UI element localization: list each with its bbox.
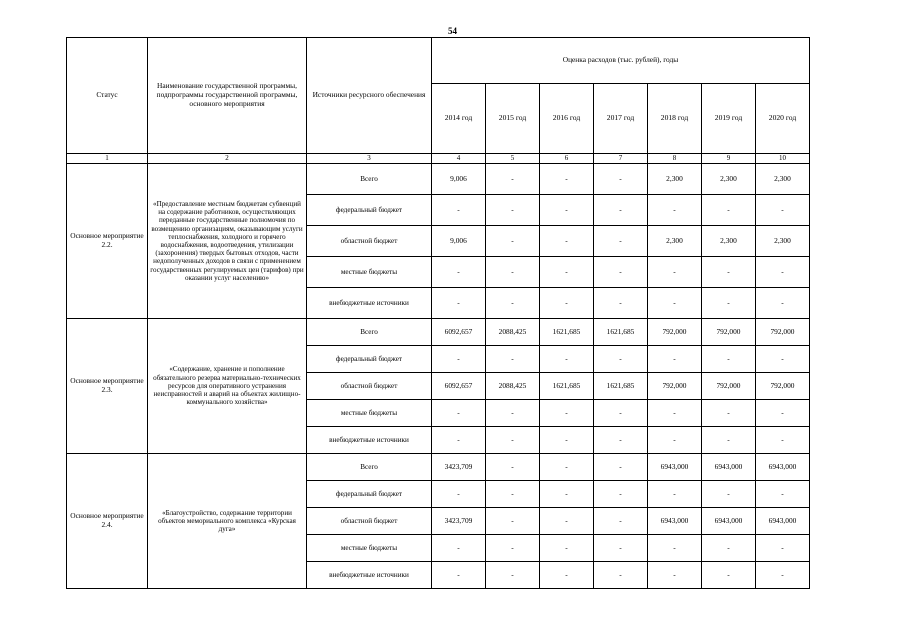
value-cell: - (486, 427, 540, 454)
table-row (67, 164, 810, 195)
value-cell: - (540, 288, 594, 319)
value-cell: - (486, 481, 540, 508)
value-cell: - (540, 164, 594, 195)
value-cell: - (648, 562, 702, 589)
value-cell: 6943,000 (702, 454, 756, 481)
budget-table (66, 37, 810, 589)
value-cell: 2,300 (648, 226, 702, 257)
value-cell: 2,300 (702, 226, 756, 257)
value-cell: - (540, 535, 594, 562)
source-cell: федеральный бюджет (307, 195, 432, 226)
column-number: 5 (486, 154, 540, 164)
source-cell: федеральный бюджет (307, 481, 432, 508)
value-cell: - (540, 195, 594, 226)
value-cell: - (540, 346, 594, 373)
value-cell: - (432, 257, 486, 288)
measure-name-cell: «Содержание, хранение и пополнение обязательного резерва материально-технических ресурсов для оперативного устранения неисправностей и аварий на объектах жилищно-коммунального хозяйства» (148, 319, 307, 454)
column-number: 7 (594, 154, 648, 164)
column-number: 8 (648, 154, 702, 164)
status-cell: Основное мероприятие 2.2. (67, 164, 148, 319)
value-cell: 9,006 (432, 164, 486, 195)
header-year: 2017 год (594, 84, 648, 154)
value-cell: - (594, 454, 648, 481)
value-cell: - (702, 562, 756, 589)
source-cell: федеральный бюджет (307, 346, 432, 373)
source-cell: Всего (307, 454, 432, 481)
value-cell: 2,300 (756, 164, 810, 195)
table-row (67, 454, 810, 481)
value-cell: - (432, 288, 486, 319)
value-cell: - (486, 535, 540, 562)
value-cell: - (540, 226, 594, 257)
value-cell: - (594, 257, 648, 288)
value-cell: - (594, 481, 648, 508)
column-number: 2 (148, 154, 307, 164)
value-cell: - (432, 562, 486, 589)
value-cell: 1621,685 (594, 373, 648, 400)
value-cell: - (486, 195, 540, 226)
header-sources: Источники ресурсного обеспечения (307, 38, 432, 154)
source-cell: местные бюджеты (307, 257, 432, 288)
page-number: 54 (448, 26, 457, 36)
column-number: 4 (432, 154, 486, 164)
header-expenses: Оценка расходов (тыс. рублей), годы (432, 38, 810, 84)
value-cell: - (540, 257, 594, 288)
value-cell: - (432, 346, 486, 373)
status-cell: Основное мероприятие 2.3. (67, 319, 148, 454)
source-cell: Всего (307, 319, 432, 346)
value-cell: - (486, 288, 540, 319)
value-cell: 792,000 (648, 319, 702, 346)
value-cell: - (540, 427, 594, 454)
value-cell: - (594, 164, 648, 195)
value-cell: - (756, 535, 810, 562)
source-cell: местные бюджеты (307, 535, 432, 562)
value-cell: - (702, 535, 756, 562)
header-year: 2015 год (486, 84, 540, 154)
value-cell: - (648, 481, 702, 508)
value-cell: 792,000 (648, 373, 702, 400)
header-year: 2018 год (648, 84, 702, 154)
value-cell: 2088,425 (486, 319, 540, 346)
value-cell: 1621,685 (594, 319, 648, 346)
value-cell: - (594, 562, 648, 589)
value-cell: - (702, 257, 756, 288)
value-cell: - (486, 346, 540, 373)
value-cell: - (756, 195, 810, 226)
value-cell: - (756, 288, 810, 319)
value-cell: 2,300 (756, 226, 810, 257)
header-year: 2019 год (702, 84, 756, 154)
value-cell: - (756, 427, 810, 454)
value-cell: - (486, 164, 540, 195)
value-cell: - (756, 257, 810, 288)
value-cell: - (648, 346, 702, 373)
source-cell: Всего (307, 164, 432, 195)
value-cell: - (594, 226, 648, 257)
value-cell: - (648, 400, 702, 427)
value-cell: - (594, 288, 648, 319)
source-cell: областной бюджет (307, 226, 432, 257)
value-cell: - (594, 427, 648, 454)
value-cell: 1621,685 (540, 373, 594, 400)
value-cell: - (486, 454, 540, 481)
value-cell: - (486, 257, 540, 288)
status-cell: Основное мероприятие 2.4. (67, 454, 148, 589)
value-cell: 2,300 (702, 164, 756, 195)
value-cell: 792,000 (702, 319, 756, 346)
value-cell: - (540, 562, 594, 589)
value-cell: - (648, 257, 702, 288)
table-row (67, 319, 810, 346)
value-cell: - (486, 400, 540, 427)
value-cell: - (756, 346, 810, 373)
header-year: 2020 год (756, 84, 810, 154)
value-cell: 9,006 (432, 226, 486, 257)
value-cell: 1621,685 (540, 319, 594, 346)
value-cell: - (648, 427, 702, 454)
value-cell: - (702, 400, 756, 427)
value-cell: - (648, 195, 702, 226)
measure-name-cell: «Благоустройство, содержание территории объектов мемориального комплекса «Курская дуга» (148, 454, 307, 589)
value-cell: - (432, 427, 486, 454)
value-cell: 792,000 (756, 319, 810, 346)
value-cell: - (486, 226, 540, 257)
value-cell: 792,000 (756, 373, 810, 400)
source-cell: местные бюджеты (307, 400, 432, 427)
header-name: Наименование государственной программы, подпрограммы государственной программы, основного мероприятия (148, 38, 307, 154)
value-cell: - (594, 535, 648, 562)
value-cell: 6943,000 (702, 508, 756, 535)
value-cell: - (594, 195, 648, 226)
column-number: 9 (702, 154, 756, 164)
header-year: 2014 год (432, 84, 486, 154)
column-number-row (67, 154, 810, 164)
value-cell: 3423,709 (432, 508, 486, 535)
value-cell: 6092,657 (432, 373, 486, 400)
value-cell: - (702, 346, 756, 373)
value-cell: - (540, 400, 594, 427)
value-cell: 792,000 (702, 373, 756, 400)
source-cell: внебюджетные источники (307, 562, 432, 589)
value-cell: 6943,000 (756, 508, 810, 535)
value-cell: - (432, 535, 486, 562)
header-year: 2016 год (540, 84, 594, 154)
column-number: 10 (756, 154, 810, 164)
source-cell: областной бюджет (307, 508, 432, 535)
value-cell: 2,300 (648, 164, 702, 195)
value-cell: - (702, 288, 756, 319)
source-cell: областной бюджет (307, 373, 432, 400)
value-cell: 6943,000 (648, 454, 702, 481)
column-number: 1 (67, 154, 148, 164)
value-cell: - (648, 288, 702, 319)
source-cell: внебюджетные источники (307, 288, 432, 319)
value-cell: - (594, 400, 648, 427)
value-cell: 6092,657 (432, 319, 486, 346)
value-cell: - (540, 454, 594, 481)
value-cell: - (756, 400, 810, 427)
source-cell: внебюджетные источники (307, 427, 432, 454)
value-cell: 3423,709 (432, 454, 486, 481)
header-status: Статус (67, 38, 148, 154)
value-cell: 6943,000 (756, 454, 810, 481)
value-cell: - (756, 562, 810, 589)
value-cell: - (702, 195, 756, 226)
measure-name-cell: «Предоставление местным бюджетам субвенций на содержание работников, осуществляющих переданные государственные полномочия по возмещению организациям, оказывающим услуги теплоснабжения, холодного и горячего водоснабжения, водоотведения, утилизации (захоронения) твердых бытовых отходов, части недополученных доходов в связи с применением государственных регулируемых цен (тарифов) при оказании услуг населению» (148, 164, 307, 319)
value-cell: 2088,425 (486, 373, 540, 400)
column-number: 3 (307, 154, 432, 164)
value-cell: - (432, 400, 486, 427)
value-cell: 6943,000 (648, 508, 702, 535)
value-cell: - (432, 195, 486, 226)
value-cell: - (540, 508, 594, 535)
value-cell: - (594, 346, 648, 373)
value-cell: - (540, 481, 594, 508)
value-cell: - (702, 427, 756, 454)
value-cell: - (486, 508, 540, 535)
value-cell: - (648, 535, 702, 562)
value-cell: - (702, 481, 756, 508)
value-cell: - (486, 562, 540, 589)
column-number: 6 (540, 154, 594, 164)
value-cell: - (756, 481, 810, 508)
value-cell: - (594, 508, 648, 535)
value-cell: - (432, 481, 486, 508)
